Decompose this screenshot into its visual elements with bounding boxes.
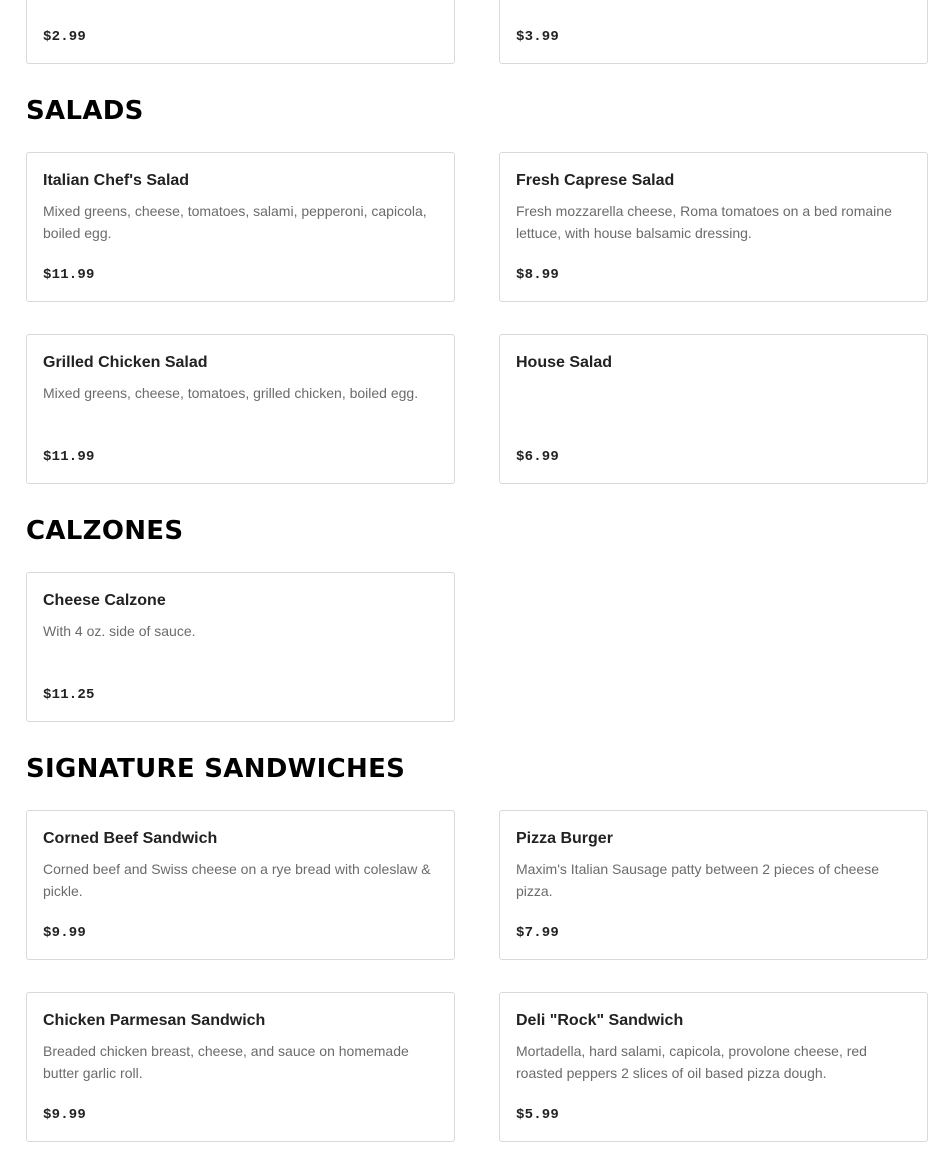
item-name: Pizza Burger	[516, 830, 613, 847]
item-price: $11.99	[43, 267, 95, 283]
item-description: Maxim's Italian Sausage patty between 2 pieces of cheese pizza.	[516, 861, 879, 899]
menu-item-italian-chefs-salad[interactable]	[26, 152, 455, 302]
menu-item-card[interactable]	[26, 0, 455, 64]
menu-item-chicken-parmesan-sandwich[interactable]	[26, 992, 455, 1142]
menu-item-fresh-caprese-salad[interactable]	[499, 152, 928, 302]
item-description: Mixed greens, cheese, tomatoes, grilled chicken, boiled egg.	[43, 385, 419, 401]
section-title-signature-sandwiches: SIGNATURE SANDWICHES	[26, 754, 406, 784]
item-price: $11.25	[43, 687, 95, 703]
item-description: Corned beef and Swiss cheese on a rye bread with coleslaw & pickle.	[43, 861, 431, 899]
section-title-salads: SALADS	[26, 96, 144, 126]
item-price: $3.99	[516, 29, 560, 45]
item-name: Deli "Rock" Sandwich	[516, 1012, 684, 1029]
item-price: $5.99	[516, 1107, 560, 1123]
item-price: $6.99	[516, 449, 560, 465]
menu-item-deli-rock-sandwich[interactable]	[499, 992, 928, 1142]
item-price: $11.99	[43, 449, 95, 465]
item-description: With 4 oz. side of sauce.	[43, 623, 196, 639]
menu-item-corned-beef-sandwich[interactable]	[26, 810, 455, 960]
item-name: Chicken Parmesan Sandwich	[43, 1012, 266, 1029]
item-description: Breaded chicken breast, cheese, and sauce on homemade butter garlic roll.	[43, 1043, 409, 1081]
item-name: Grilled Chicken Salad	[43, 354, 208, 371]
item-name: House Salad	[516, 354, 613, 371]
menu-item-grilled-chicken-salad[interactable]	[26, 334, 455, 484]
item-price: $8.99	[516, 267, 560, 283]
item-price: $9.99	[43, 1107, 87, 1123]
menu-item-house-salad[interactable]	[499, 334, 928, 484]
item-price: $9.99	[43, 925, 87, 941]
menu-item-pizza-burger[interactable]	[499, 810, 928, 960]
item-name: Italian Chef's Salad	[43, 172, 190, 189]
item-price: $7.99	[516, 925, 560, 941]
menu-item-card[interactable]	[499, 0, 928, 64]
item-description: Fresh mozzarella cheese, Roma tomatoes on a bed romaine lettuce, with house balsamic dressing.	[516, 203, 892, 241]
item-name: Corned Beef Sandwich	[43, 830, 218, 847]
item-description: Mixed greens, cheese, tomatoes, salami, pepperoni, capicola, boiled egg.	[43, 203, 427, 241]
item-description: Mortadella, hard salami, capicola, provolone cheese, red roasted peppers 2 slices of oil based pizza dough.	[516, 1043, 867, 1081]
item-name: Fresh Caprese Salad	[516, 172, 675, 189]
item-price: $2.99	[43, 29, 87, 45]
item-name: Cheese Calzone	[43, 592, 166, 609]
section-title-calzones: CALZONES	[26, 516, 184, 546]
menu-item-cheese-calzone[interactable]	[26, 572, 455, 722]
